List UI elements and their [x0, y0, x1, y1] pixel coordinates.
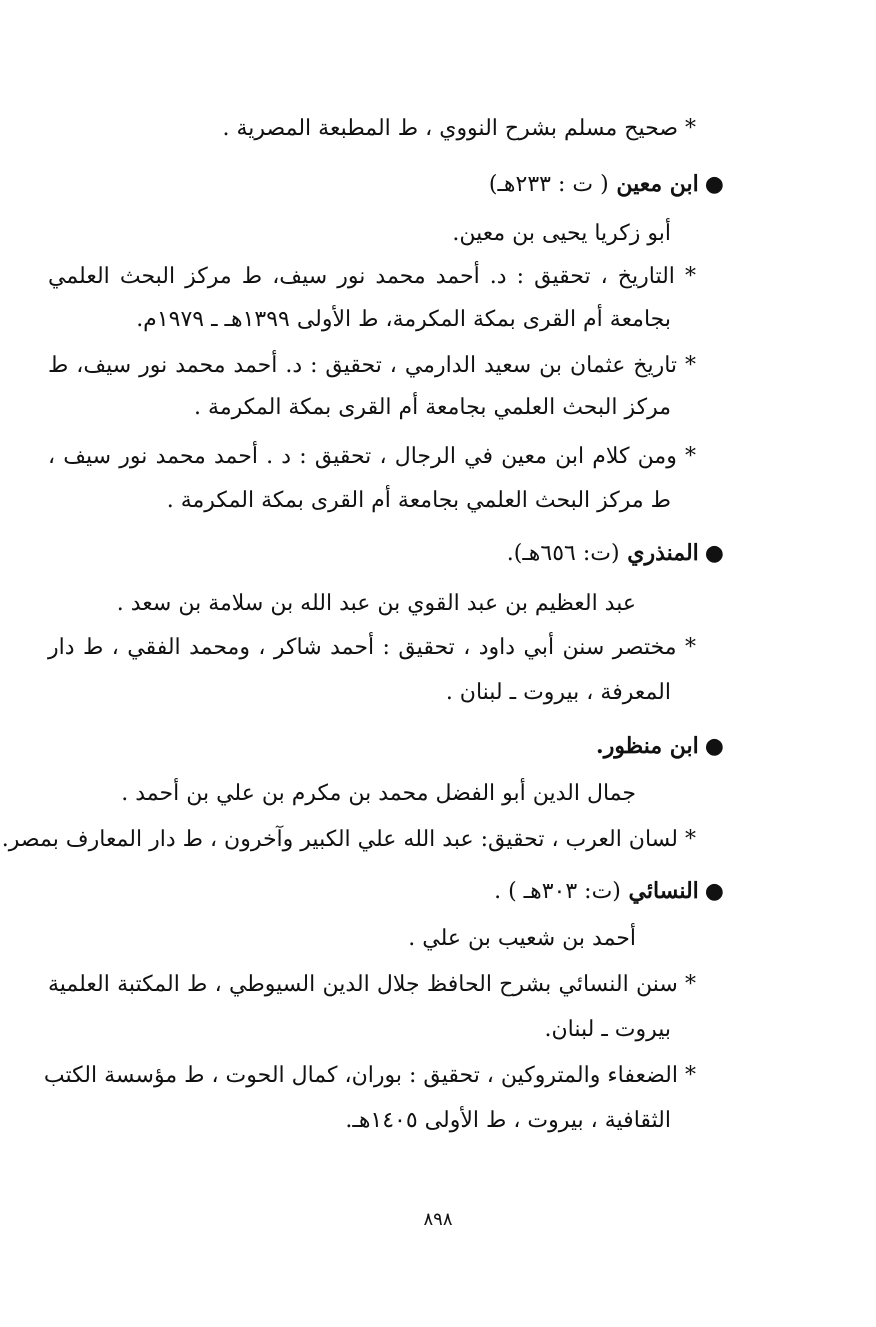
author-fullname: أحمد بن شعيب بن علي . [408, 926, 636, 951]
book-entry: * لسان العرب ، تحقيق: عبد الله علي الكبير وآخرون ، ط دار المعارف بمصر. [1, 827, 696, 852]
death-date: (ت: ٣٠٣هـ ) . [494, 879, 621, 904]
book-entry: * مختصر سنن أبي داود ، تحقيق : أحمد شاكر ، ومحمد الفقي ، ط دار [48, 635, 696, 660]
bullet-icon: ● [704, 878, 724, 904]
author-name: ابن منظور. [596, 733, 699, 759]
bullet-icon: ● [704, 540, 724, 566]
author-name: المنذري [627, 540, 699, 566]
author-fullname: عبد العظيم بن عبد القوي بن عبد الله بن سلامة بن سعد . [116, 591, 636, 616]
death-date: ( ت : ٢٣٣هـ) [488, 172, 609, 197]
author-heading [507, 538, 724, 569]
author-name: النسائي [628, 878, 699, 904]
entry-text: * صحيح مسلم بشرح النووي ، ط المطبعة المصرية . [222, 116, 696, 141]
book-entry: * تاريخ عثمان بن سعيد الدارمي ، تحقيق : د. أحمد محمد نور سيف، ط [48, 353, 696, 378]
author-fullname: جمال الدين أبو الفضل محمد بن مكرم بن علي بن أحمد . [121, 781, 636, 806]
book-entry: * سنن النسائي بشرح الحافظ جلال الدين السيوطي ، ط المكتبة العلمية [48, 972, 696, 997]
book-entry-continued: المعرفة ، بيروت ـ لبنان . [445, 680, 671, 705]
author-name: ابن معين [616, 171, 699, 197]
author-heading [494, 876, 724, 907]
death-date: (ت: ٦٥٦هـ). [506, 541, 620, 566]
bullet-icon: ● [704, 171, 724, 197]
author-heading [489, 169, 724, 200]
author-fullname: أبو زكريا يحيى بن معين. [452, 221, 671, 246]
bullet-icon: ● [704, 733, 724, 759]
author-heading [596, 731, 724, 761]
book-entry: * التاريخ ، تحقيق : د. أحمد محمد نور سيف، ط مركز البحث العلمي [48, 264, 696, 289]
book-entry: * ومن كلام ابن معين في الرجال ، تحقيق : د . أحمد محمد نور سيف ، [48, 444, 696, 469]
book-entry-continued: بجامعة أم القرى بمكة المكرمة، ط الأولى ١٣٩٩هـ ـ ١٩٧٩م. [136, 307, 671, 332]
book-entry-continued: بيروت ـ لبنان. [544, 1017, 671, 1042]
page-number: ٨٩٨ [423, 1209, 453, 1230]
book-entry-continued: مركز البحث العلمي بجامعة أم القرى بمكة المكرمة . [194, 395, 671, 420]
book-entry: * الضعفاء والمتروكين ، تحقيق : بوران، كمال الحوت ، ط مؤسسة الكتب [43, 1063, 696, 1088]
book-entry-continued: ط مركز البحث العلمي بجامعة أم القرى بمكة المكرمة . [166, 488, 671, 513]
book-entry-continued: الثقافية ، بيروت ، ط الأولى ١٤٠٥هـ. [345, 1108, 671, 1133]
